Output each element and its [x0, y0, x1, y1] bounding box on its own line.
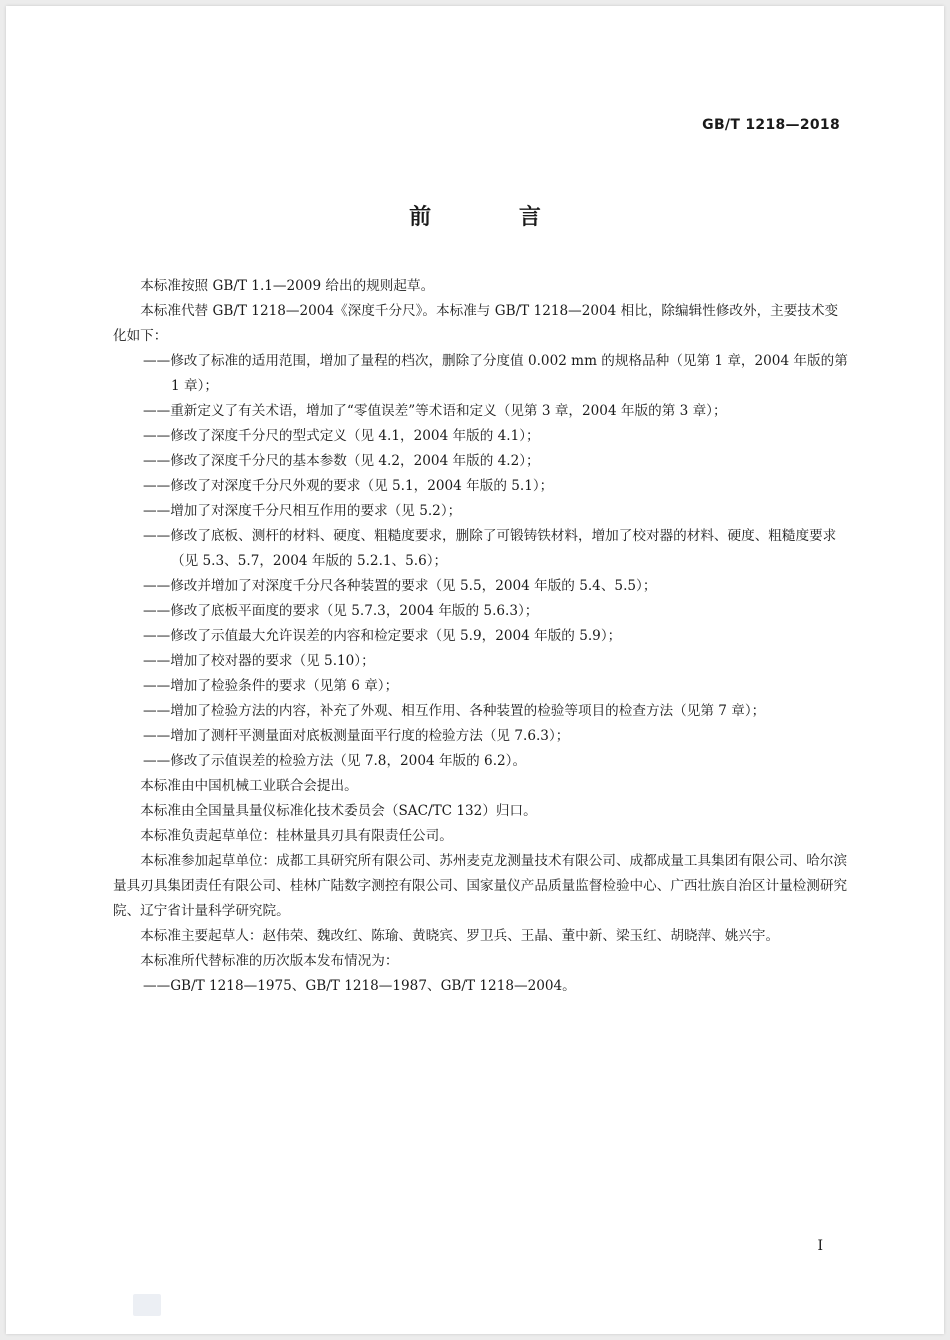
change-item: ——修改了示值最大允许误差的内容和检定要求（见 5.9，2004 年版的 5.9）；: [143, 628, 622, 644]
standard-code: GB/T 1218—2018: [702, 117, 840, 133]
page-title: 前 言: [409, 205, 581, 230]
document-body: [113, 274, 851, 999]
paragraph: 本标准代替 GB/T 1218—2004《深度千分尺》。本标准与 GB/T 1218—2004 相比，除编辑性修改外，主要技术变化如下：: [113, 303, 839, 344]
change-item: ——修改了深度千分尺的型式定义（见 4.1，2004 年版的 4.1）；: [143, 428, 540, 444]
change-item: ——增加了测杆平测量面对底板测量面平行度的检验方法（见 7.6.3）；: [143, 728, 570, 744]
change-item: ——修改了对深度千分尺外观的要求（见 5.1，2004 年版的 5.1）；: [143, 478, 554, 494]
history-item: ——GB/T 1218—1975、GB/T 1218—1987、GB/T 1218—2004。: [143, 978, 576, 994]
change-item: ——增加了检验方法的内容，补充了外观、相互作用、各种装置的检验等项目的检查方法（见第 7 章）；: [143, 703, 766, 719]
paragraph: 本标准由中国机械工业联合会提出。: [140, 778, 358, 794]
change-item: ——修改了底板、测杆的材料、硬度、粗糙度要求，删除了可锻铸铁材料，增加了校对器的材料、硬度、粗糙度要求（见 5.3、5.7，2004 年版的 5.2.1、5.6）；: [143, 528, 837, 569]
document-page: [6, 6, 944, 1334]
watermark-logo: [133, 1294, 161, 1316]
paragraph: 本标准所代替标准的历次版本发布情况为：: [140, 953, 399, 969]
paragraph: 本标准参加起草单位：成都工具研究所有限公司、苏州麦克龙测量技术有限公司、成都成量工具集团有限公司、哈尔滨量具刃具集团责任有限公司、桂林广陆数字测控有限公司、国家量仪产品质量监督检验中心、广西壮族自治区计量检测研究院、辽宁省计量科学研究院。: [113, 853, 848, 919]
change-item: ——修改了标准的适用范围，增加了量程的档次，删除了分度值 0.002 mm 的规格品种（见第 1 章，2004 年版的第 1 章）；: [143, 353, 848, 394]
change-item: ——增加了校对器的要求（见 5.10）；: [143, 653, 375, 669]
change-item: ——修改了深度千分尺的基本参数（见 4.2，2004 年版的 4.2）；: [143, 453, 540, 469]
change-item: ——增加了对深度千分尺相互作用的要求（见 5.2）；: [143, 503, 462, 519]
paragraph: 本标准负责起草单位：桂林量具刃具有限责任公司。: [140, 828, 453, 844]
change-item: ——修改了示值误差的检验方法（见 7.8，2004 年版的 6.2）。: [143, 753, 527, 769]
change-item: ——修改并增加了对深度千分尺各种装置的要求（见 5.5，2004 年版的 5.4、5.5）；: [143, 578, 657, 594]
paragraph: 本标准按照 GB/T 1.1—2009 给出的规则起草。: [140, 278, 435, 294]
page-number: I: [817, 1238, 823, 1254]
change-item: ——增加了检验条件的要求（见第 6 章）；: [143, 678, 399, 694]
paragraph: 本标准主要起草人：赵伟荣、魏改红、陈瑜、黄晓宾、罗卫兵、王晶、董中新、梁玉红、胡晓萍、姚兴宇。: [140, 928, 780, 944]
change-item: ——重新定义了有关术语，增加了“零值误差”等术语和定义（见第 3 章，2004 年版的第 3 章）；: [143, 403, 727, 419]
change-item: ——修改了底板平面度的要求（见 5.7.3，2004 年版的 5.6.3）；: [143, 603, 539, 619]
paragraph: 本标准由全国量具量仪标准化技术委员会（SAC/TC 132）归口。: [140, 803, 537, 819]
